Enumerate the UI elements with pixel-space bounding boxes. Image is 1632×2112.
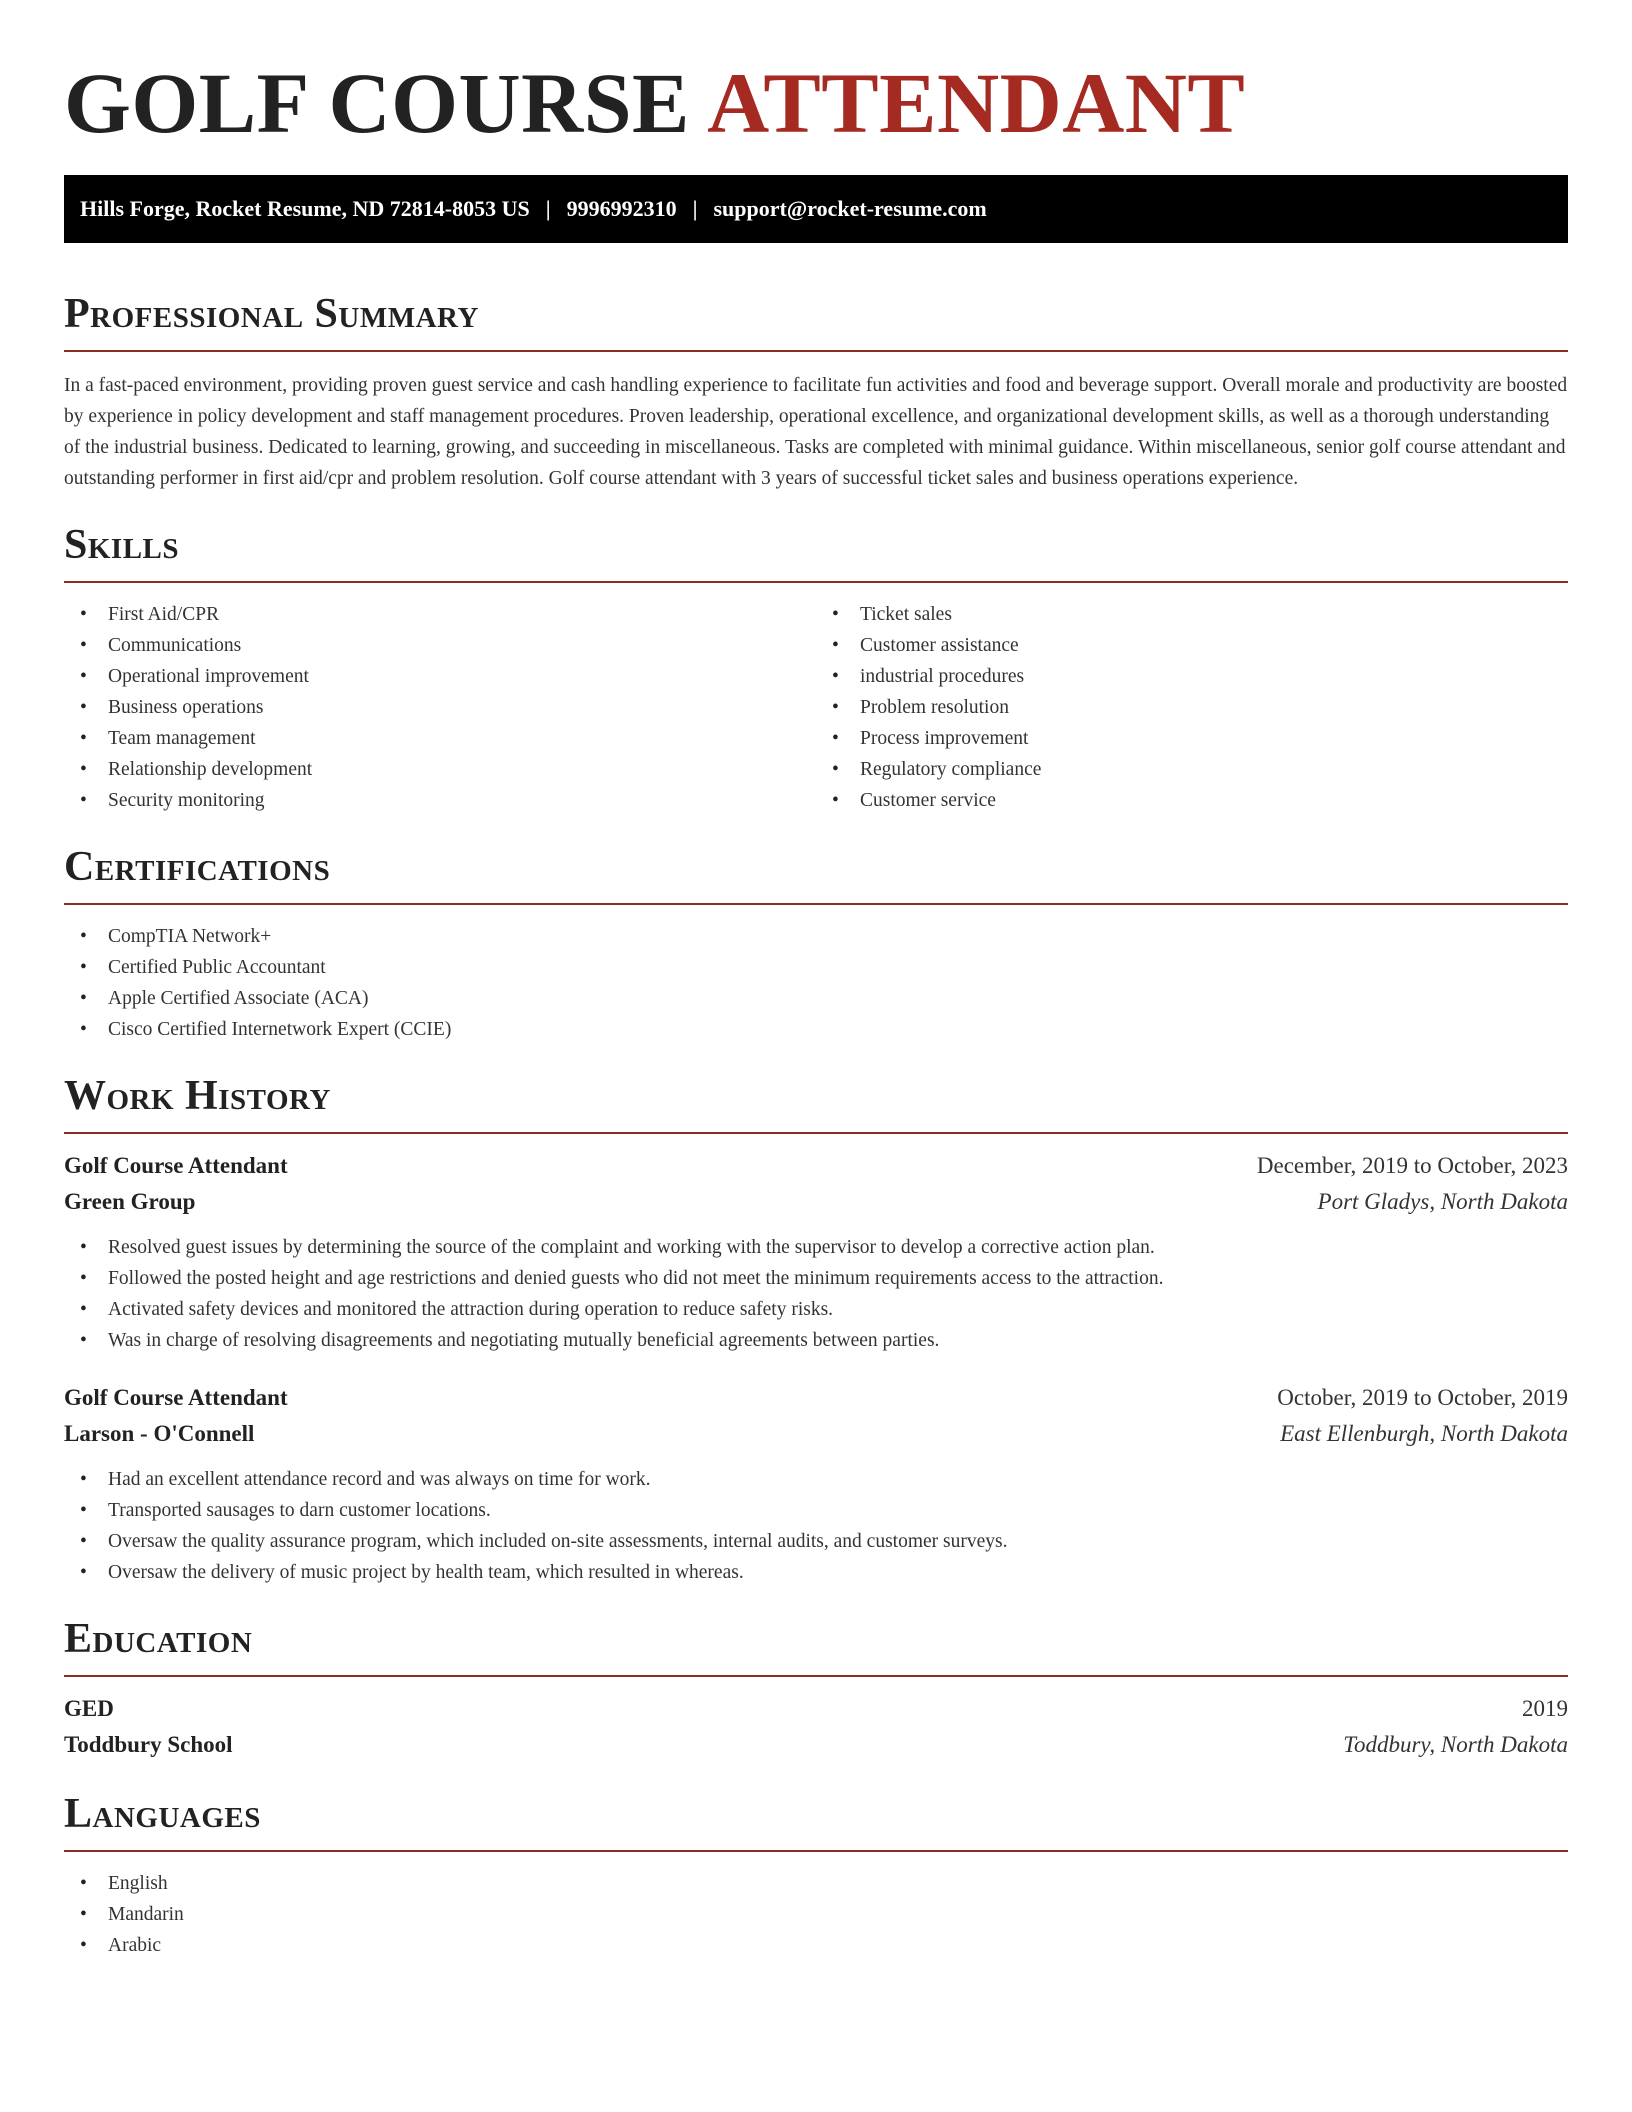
contact-separator: | — [545, 196, 551, 221]
work-history-heading: Work History — [64, 1073, 331, 1119]
contact-bar — [64, 175, 1568, 243]
summary-heading: Professional Summary — [64, 291, 479, 337]
certification-item: • Certified Public Accountant — [64, 952, 1568, 983]
certifications-section — [64, 843, 1568, 1045]
skill-item: • Security monitoring — [64, 785, 816, 816]
skill-item: • Relationship development — [64, 754, 816, 785]
skills-grid — [64, 599, 1568, 816]
job-company: Larson - O'Connell — [64, 1421, 255, 1446]
job-duty: • Followed the posted height and age restrictions and denied guests who did not meet the minimum requirements access to the attraction. — [64, 1263, 1568, 1294]
education-location: Toddbury, North Dakota — [1343, 1732, 1568, 1757]
contact-email[interactable]: support@rocket-resume.com — [713, 196, 987, 221]
candidate-name — [64, 56, 1568, 150]
skill-item: • Customer service — [816, 785, 1568, 816]
job-header-row — [64, 1380, 1568, 1416]
skill-item: • Problem resolution — [816, 692, 1568, 723]
skill-item: • Ticket sales — [816, 599, 1568, 630]
job-duty: • Transported sausages to darn customer locations. — [64, 1495, 1568, 1526]
education-entry — [64, 1691, 1568, 1763]
skill-item: • Process improvement — [816, 723, 1568, 754]
job-dates: December, 2019 to October, 2023 — [1256, 1153, 1568, 1178]
skill-item: • Communications — [64, 630, 816, 661]
job-title: Golf Course Attendant — [64, 1385, 288, 1410]
skills-list-left — [64, 599, 816, 816]
education-year: 2019 — [1522, 1696, 1568, 1721]
education-heading: Education — [64, 1616, 253, 1662]
language-item: • English — [64, 1868, 1568, 1899]
education-degree-row — [64, 1691, 1568, 1727]
section-divider — [64, 1675, 1568, 1677]
contact-phone[interactable]: 9996992310 — [566, 196, 677, 221]
job-duties — [64, 1464, 1568, 1588]
education-school: Toddbury School — [64, 1732, 233, 1757]
skills-section — [64, 521, 1568, 816]
job-location: East Ellenburgh, North Dakota — [1280, 1421, 1568, 1446]
job-company-row — [64, 1416, 1568, 1452]
certification-item: • Cisco Certified Internetwork Expert (CCIE) — [64, 1014, 1568, 1045]
job-duty: • Activated safety devices and monitored the attraction during operation to reduce safety risks. — [64, 1294, 1568, 1325]
skill-item: • industrial procedures — [816, 661, 1568, 692]
job-duty: • Resolved guest issues by determining the source of the complaint and working with the supervisor to develop a corrective action plan. — [64, 1232, 1568, 1263]
skills-heading: Skills — [64, 522, 180, 568]
job-duty: • Had an excellent attendance record and was always on time for work. — [64, 1464, 1568, 1495]
job-location: Port Gladys, North Dakota — [1317, 1189, 1568, 1214]
education-section — [64, 1615, 1568, 1763]
skill-item: • First Aid/CPR — [64, 599, 816, 630]
language-item: • Arabic — [64, 1930, 1568, 1961]
skill-item: • Operational improvement — [64, 661, 816, 692]
skill-item: • Team management — [64, 723, 816, 754]
job-entry — [64, 1380, 1568, 1588]
contact-separator: | — [692, 196, 698, 221]
job-duty: • Oversaw the delivery of music project by health team, which resulted in whereas. — [64, 1557, 1568, 1588]
name-first: GOLF COURSE — [64, 55, 690, 151]
section-divider — [64, 903, 1568, 905]
skill-item: • Regulatory compliance — [816, 754, 1568, 785]
job-header-row — [64, 1148, 1568, 1184]
job-dates: October, 2019 to October, 2019 — [1277, 1385, 1568, 1410]
education-school-row — [64, 1727, 1568, 1763]
name-last: ATTENDANT — [707, 55, 1246, 151]
languages-list — [64, 1868, 1568, 1961]
section-divider — [64, 350, 1568, 352]
section-divider — [64, 1850, 1568, 1852]
languages-heading: Languages — [64, 1791, 261, 1837]
skills-list-right — [816, 599, 1568, 816]
certification-item: • Apple Certified Associate (ACA) — [64, 983, 1568, 1014]
job-duties — [64, 1232, 1568, 1356]
job-duty: • Oversaw the quality assurance program, which included on-site assessments, internal audits, and customer surveys. — [64, 1526, 1568, 1557]
section-divider — [64, 581, 1568, 583]
skill-item: • Customer assistance — [816, 630, 1568, 661]
contact-address: Hills Forge, Rocket Resume, ND 72814-8053 US — [80, 196, 530, 221]
certifications-heading: Certifications — [64, 844, 331, 890]
job-entry — [64, 1148, 1568, 1356]
summary-text: In a fast-paced environment, providing proven guest service and cash handling experience to facilitate fun activities and food and beverage support. Overall morale and productivity are boosted by experience in policy development and staff management procedures. Proven leadership, operational excellence, and organizational development skills, as well as a thorough understanding of the industrial business. Dedicated to learning, growing, and succeeding in miscellaneous. Tasks are completed with minimal guidance. Within miscellaneous, senior golf course attendant and outstanding performer in first aid/cpr and problem resolution. Golf course attendant with 3 years of successful ticket sales and business operations experience. — [64, 375, 1568, 489]
job-title: Golf Course Attendant — [64, 1153, 288, 1178]
section-divider — [64, 1132, 1568, 1134]
education-degree: GED — [64, 1696, 114, 1721]
work-history-section — [64, 1072, 1568, 1588]
job-duty: • Was in charge of resolving disagreements and negotiating mutually beneficial agreements between parties. — [64, 1325, 1568, 1356]
skill-item: • Business operations — [64, 692, 816, 723]
language-item: • Mandarin — [64, 1899, 1568, 1930]
summary-section — [64, 290, 1568, 494]
certifications-list — [64, 921, 1568, 1045]
certification-item: • CompTIA Network+ — [64, 921, 1568, 952]
languages-section — [64, 1790, 1568, 1961]
job-company: Green Group — [64, 1189, 196, 1214]
job-company-row — [64, 1184, 1568, 1220]
